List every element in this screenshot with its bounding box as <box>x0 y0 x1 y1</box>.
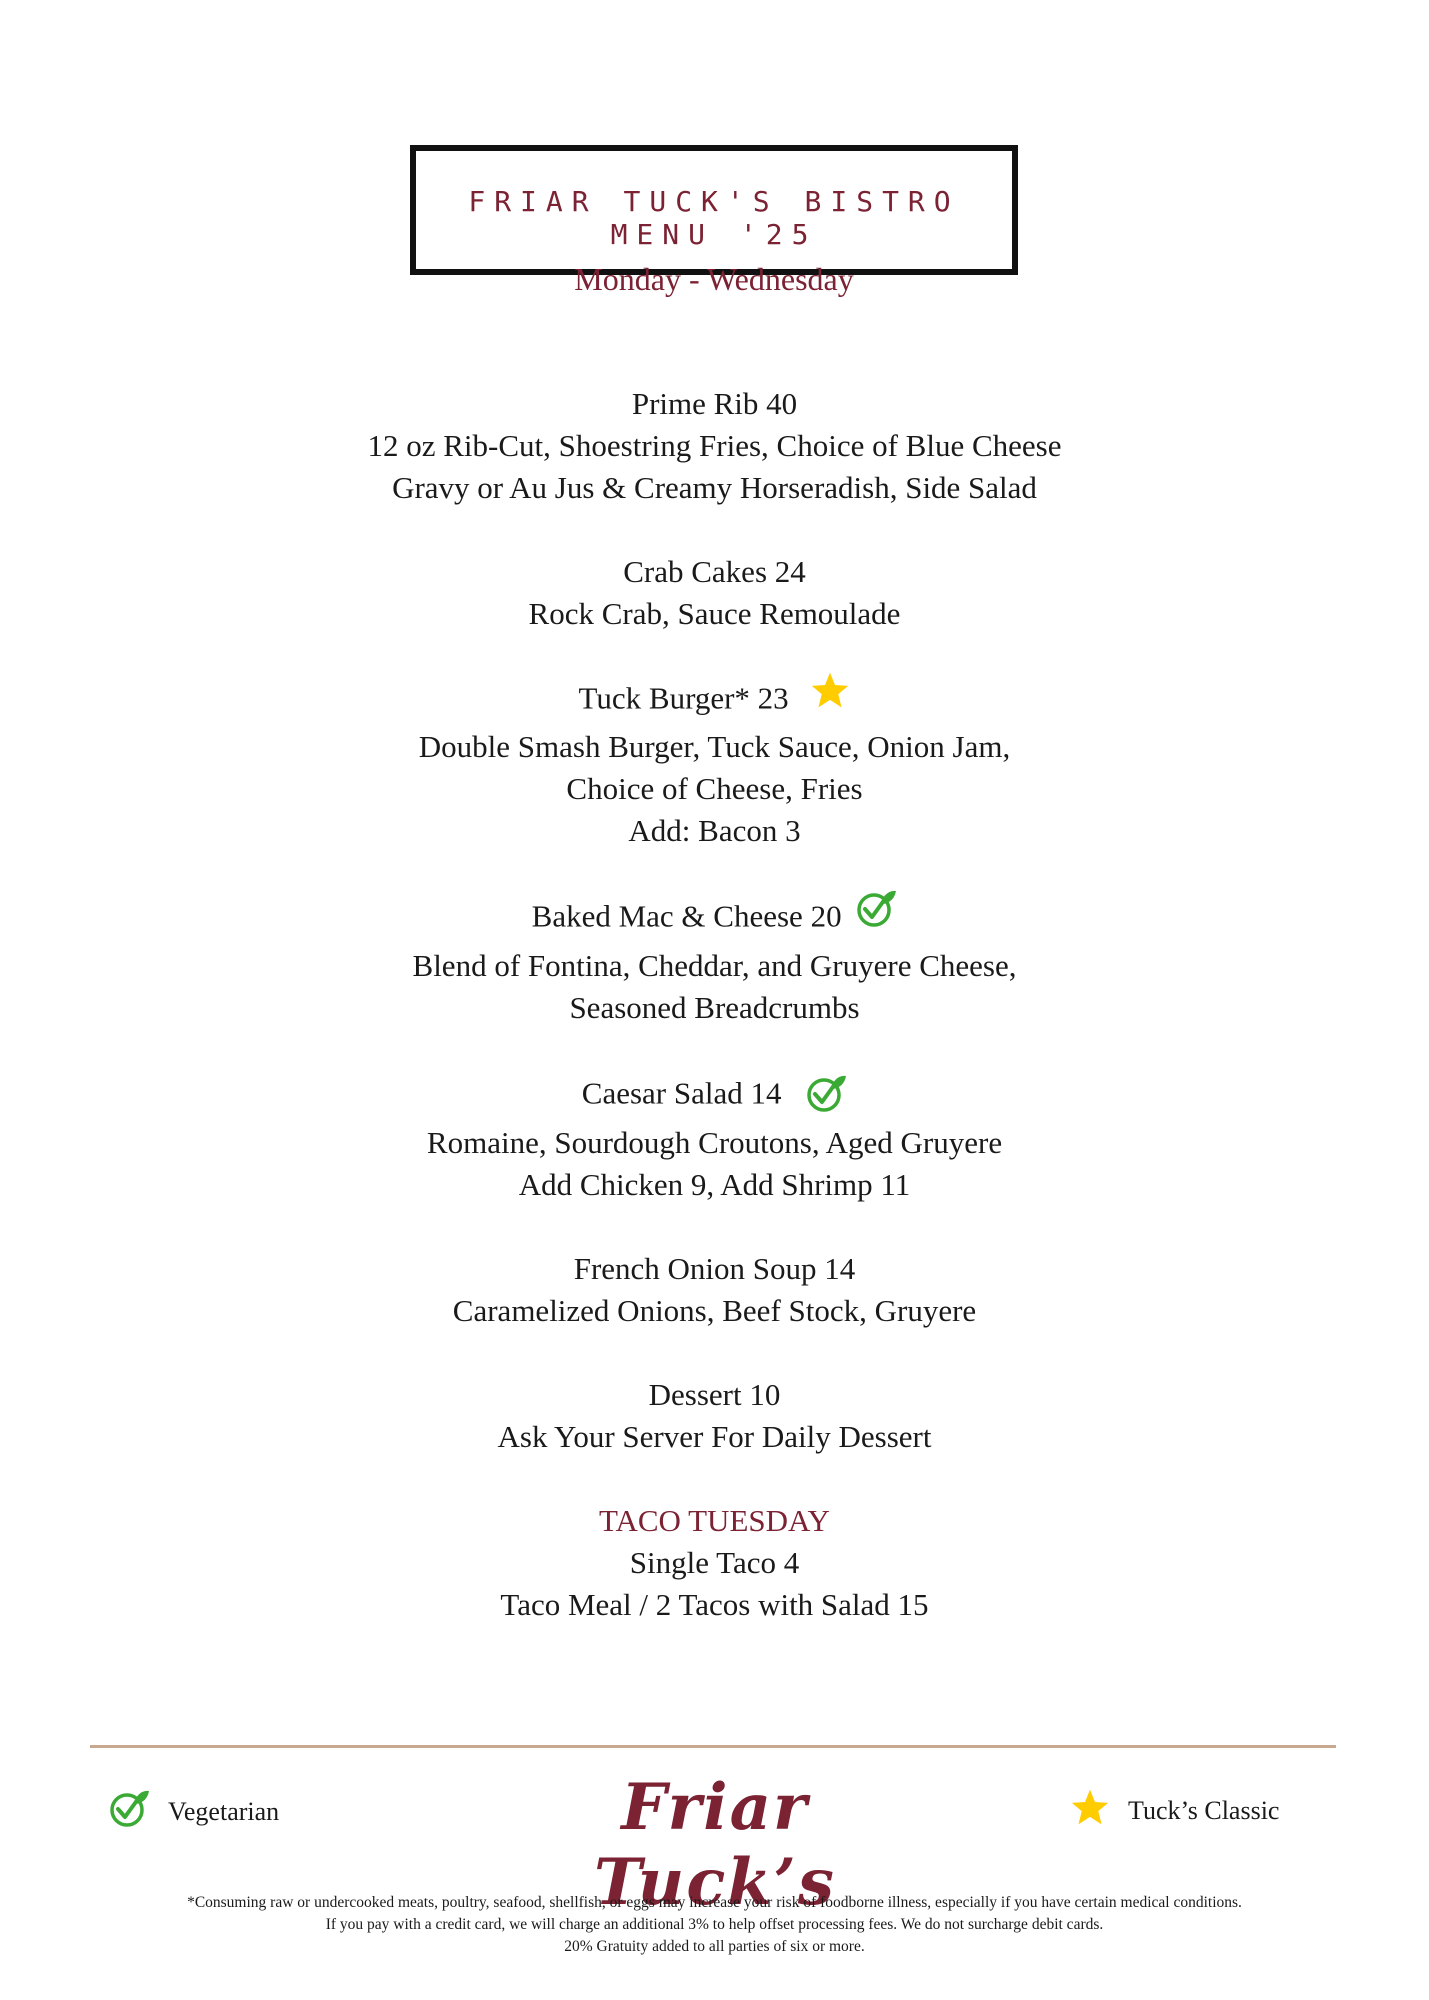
item-name-row <box>0 894 1429 945</box>
item-description: Caramelized Onions, Beef Stock, Gruyere <box>452 1293 977 1328</box>
vegetarian-leaf-check-icon <box>108 1788 150 1835</box>
item-addon: Add: Bacon 3 <box>628 813 801 848</box>
item-name: Caesar Salad 14 <box>581 1075 782 1111</box>
menu-subtitle: Monday - Wednesday <box>574 261 854 297</box>
menu-item-french-onion-soup <box>0 1248 1429 1332</box>
star-icon <box>810 671 850 720</box>
menu-item-caesar-salad <box>0 1071 1429 1206</box>
menu-item-tuck-burger <box>0 677 1429 852</box>
item-description: Double Smash Burger, Tuck Sauce, Onion Jam, <box>418 729 1011 764</box>
item-name: French Onion Soup 14 <box>573 1251 856 1286</box>
menu-section-taco-tuesday <box>0 1500 1429 1626</box>
legend-vegetarian <box>108 1788 279 1835</box>
item-name: Baked Mac & Cheese 20 <box>531 898 842 934</box>
disclaimer-line: If you pay with a credit card, we will charge an additional 3% to help offset processing fees. We do not surcharge debit cards. <box>325 1916 1104 1933</box>
item-name: Dessert 10 <box>648 1377 781 1412</box>
item-description: Gravy or Au Jus & Creamy Horseradish, Side Salad <box>392 470 1037 505</box>
friar-tucks-logo: Friar Tuck’s <box>594 1770 836 1920</box>
legend-tucks-classic <box>1070 1788 1279 1833</box>
menu-item-dessert <box>0 1374 1429 1458</box>
item-name: Taco Meal / 2 Tacos with Salad 15 <box>500 1587 929 1622</box>
item-name: Crab Cakes 24 <box>623 554 806 589</box>
footer-divider <box>90 1745 1336 1748</box>
item-name: Prime Rib 40 <box>631 386 798 421</box>
item-name: Tuck Burger* 23 <box>578 680 789 716</box>
disclaimer-line: 20% Gratuity added to all parties of six or more. <box>564 1938 865 1955</box>
menu-list <box>0 383 1429 1668</box>
item-description: Blend of Fontina, Cheddar, and Gruyere Cheese, <box>412 948 1017 983</box>
menu-title: FRIAR TUCK'S BISTRO MENU '25 <box>468 185 960 251</box>
menu-item-mac-cheese <box>0 894 1429 1029</box>
item-name-row <box>0 1071 1429 1122</box>
menu-item-crab-cakes <box>0 551 1429 635</box>
vegetarian-leaf-check-icon <box>805 1073 847 1124</box>
vegetarian-leaf-check-icon <box>855 888 897 939</box>
item-description: Rock Crab, Sauce Remoulade <box>528 596 901 631</box>
item-description: 12 oz Rib-Cut, Shoestring Fries, Choice of Blue Cheese <box>367 428 1062 463</box>
item-description: Choice of Cheese, Fries <box>566 771 863 806</box>
item-description: Romaine, Sourdough Croutons, Aged Gruyere <box>426 1125 1003 1160</box>
star-icon <box>1070 1788 1110 1833</box>
footer-disclaimer <box>0 1892 1429 1958</box>
item-description: Ask Your Server For Daily Dessert <box>497 1419 932 1454</box>
item-addon: Add Chicken 9, Add Shrimp 11 <box>518 1167 911 1202</box>
item-description: Seasoned Breadcrumbs <box>569 990 860 1025</box>
legend-vegetarian-label: Vegetarian <box>168 1796 280 1826</box>
menu-item-prime-rib <box>0 383 1429 509</box>
menu-title-box <box>410 145 1018 297</box>
disclaimer-line: *Consuming raw or undercooked meats, poultry, seafood, shellfish, or eggs may increase your risk of foodborne illness, especially if you have certain medical conditions. <box>187 1894 1242 1911</box>
item-name: Single Taco 4 <box>629 1545 800 1580</box>
legend-classic-label: Tuck’s Classic <box>1128 1795 1280 1825</box>
section-heading: TACO TUESDAY <box>599 1503 830 1538</box>
item-name-row <box>0 677 1429 726</box>
